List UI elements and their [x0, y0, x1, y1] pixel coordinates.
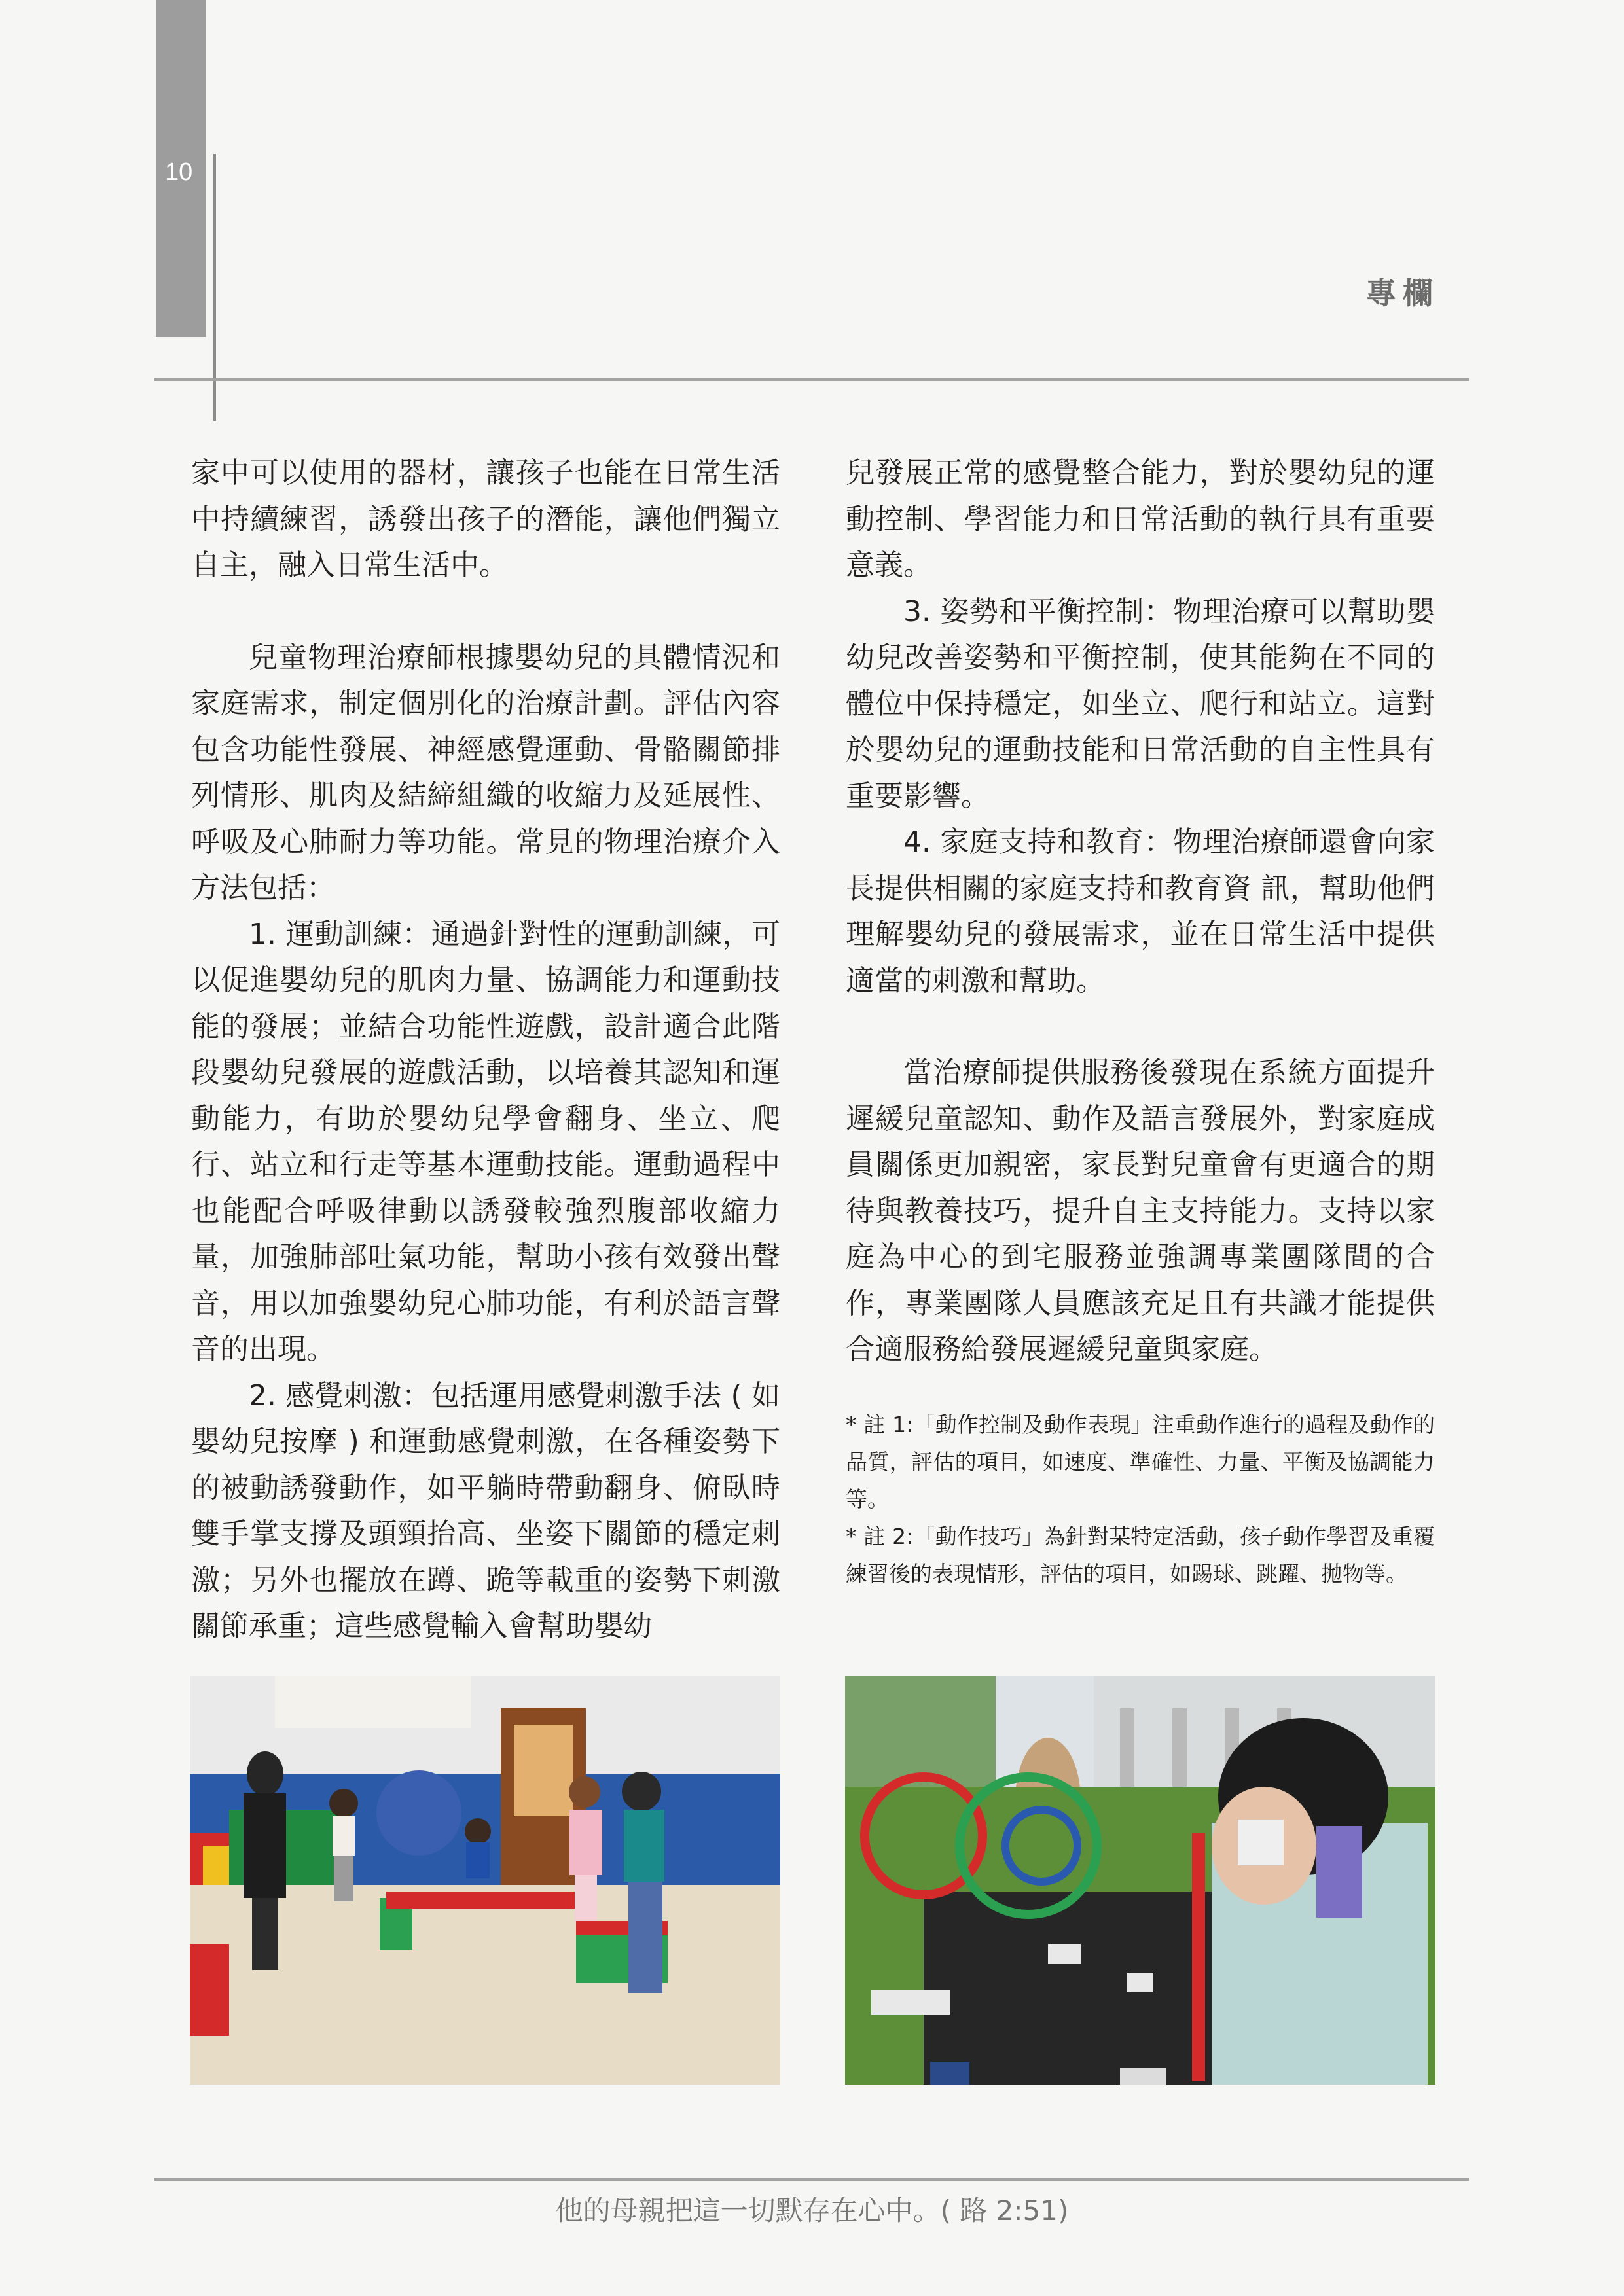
footer-verse: 他的母親把這一切默存在心中。( 路 2:51) — [555, 2195, 1069, 2227]
left-column — [191, 450, 780, 1650]
paragraph: 兒童物理治療師根據嬰幼兒的具體情況和家庭需求，制定個別化的治療計劃。評估內容包含功能性發展、神經感覺運動、骨骼關節排列情形、肌肉及結締組織的收縮力及延展性、呼吸及心肺耐力等功能。常見的物理治療介入方法包括： — [191, 640, 780, 905]
column-label: 專欄 — [1366, 276, 1439, 311]
outdoor-hoops-photo — [845, 1676, 1435, 2085]
footer-rule — [154, 2178, 1469, 2181]
paragraph: 1. 運動訓練：通過針對性的運動訓練，可以促進嬰幼兒的肌肉力量、協調能力和運動技能的發展；並結合功能性遊戲，設計適合此階段嬰幼兒發展的遊戲活動，以培養其認知和運動能力，有助於嬰幼兒學會翻身、坐立、爬行、站立和行走等基本運動技能。運動過程中也能配合呼吸律動以誘發較強烈腹部收縮力量，加強肺部吐氣功能，幫助小孩有效發出聲音，用以加強嬰幼兒心肺功能，有利於語言聲音的出現。 — [191, 917, 780, 1366]
footnotes — [846, 1406, 1435, 1592]
page-number: 10 — [165, 158, 193, 186]
paragraph: 4. 家庭支持和教育：物理治療師還會向家長提供相關的家庭支持和教育資 訊，幫助他們理解嬰幼兒的發展需求，並在日常生活中提供適當的刺激和幫助。 — [846, 825, 1435, 997]
paragraph: 3. 姿勢和平衡控制：物理治療可以幫助嬰幼兒改善姿勢和平衡控制，使其能夠在不同的體位中保持穩定，如坐立、爬行和站立。這對於嬰幼兒的運動技能和日常活動的自主性具有重要影響。 — [846, 594, 1435, 813]
classroom-balance-beam-photo — [190, 1676, 780, 2085]
paragraph: 2. 感覺刺激：包括運用感覺刺激手法 ( 如嬰幼兒按摩 ) 和運動感覺刺激，在各種姿勢下的被動誘發動作，如平躺時帶動翻身、俯臥時雙手掌支撐及頭頸抬高、坐姿下關節的穩定刺激；另外也擺放在蹲、跪等載重的姿勢下刺激關節承重；這些感覺輸入會幫助嬰幼 — [191, 1378, 780, 1643]
right-column — [846, 450, 1435, 1592]
paragraph: 家中可以使用的器材，讓孩子也能在日常生活中持續練習，誘發出孩子的潛能，讓他們獨立自主，融入日常生活中。 — [191, 456, 780, 582]
footnote: * 註 2:「動作技巧」為針對某特定活動，孩子動作學習及重覆練習後的表現情形，評估的項目，如踢球、跳躍、拋物等。 — [846, 1523, 1435, 1587]
header-rule — [154, 378, 1469, 381]
paragraph: 兒發展正常的感覺整合能力，對於嬰幼兒的運動控制、學習能力和日常活動的執行具有重要意義。 — [846, 456, 1435, 582]
paragraph: 當治療師提供服務後發現在系統方面提升遲緩兒童認知、動作及語言發展外，對家庭成員關係更加親密，家長對兒童會有更適合的期待與教養技巧，提升自主支持能力。支持以家庭為中心的到宅服務並強調專業團隊間的合作，專業團隊人員應該充足且有共識才能提供合適服務給發展遲緩兒童與家庭。 — [846, 1056, 1435, 1366]
footnote: * 註 1:「動作控制及動作表現」注重動作進行的過程及動作的品質，評估的項目，如速度、準確性、力量、平衡及協調能力等。 — [846, 1411, 1435, 1512]
